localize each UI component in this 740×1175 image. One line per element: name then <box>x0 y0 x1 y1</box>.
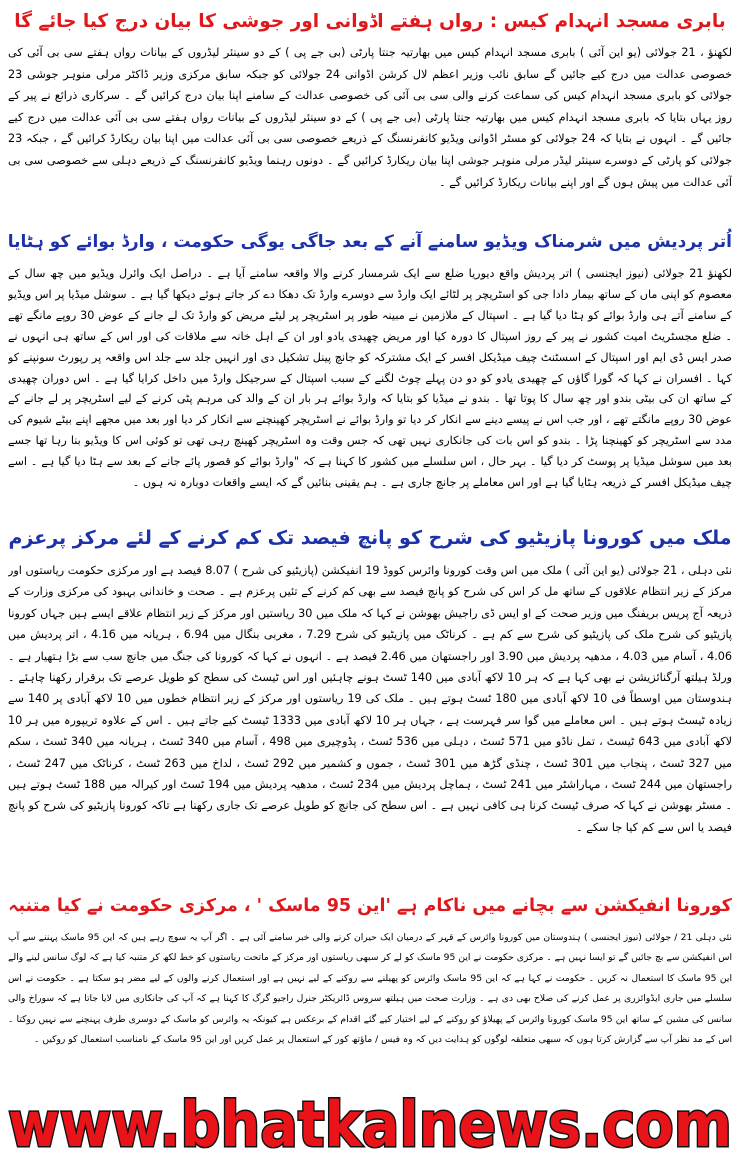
footer-watermark <box>0 1086 740 1166</box>
article-body-n95-mask: نئی دہلی 21 / جولائی (نیوز ایجنسی ) ہندوستان میں کورونا وائرس کے قہر کے درمیان ایک حیران کرنے والی خبر سامنے آئی ہے ۔ اگر آپ یہ سوچ رہے ہیں کہ این 95 ماسک پہننے سے آپ اس انفیکشن سے بچ جائیں گے تو ایسا نہیں ہے ۔ مرکزی حکومت نے این 95 ماسک کو لے کر سبھی ریاستوں اور مرکز کے ماتحت ریاستوں کو خط لکھ کر متنبہ کیا ہے کہ لوگ سانس لینے والے این 95 ماسک کا استعمال نہ کریں ۔ حکومت نے کہا ہے کہ این 95 ماسک وائرس کو پھیلنے سے روکنے کے لیے نہیں ہے اور استعمال کرنے والوں کے لیے مضر ہو سکتا ہے ۔ حکومت نے اس سلسلے میں جاری ایڈوائزری پر عمل کرنے کی صلاح بھی دی ہے ۔ وزارت صحت میں ہیلتھ سروس ڈائریکٹر جنرل راجیو گرگ کا کہنا ہے کہ آپ کی جانکاری میں لایا جاتا ہے کہ سوراخ والی سانس کی مشین کے ساتھ این 95 ماسک کورونا وائرس کے پھیلاؤ کو روکنے کے لیے اختیار کیے گئے اقدام کے برعکس ہے کیونکہ یہ وائرس کو ماسک کے دوسری طرف پہنچنے سے نہیں روکتا ۔ اس کے مد نظر آپ سے گزارش کرتا ہوں کہ سبھی متعلقہ لوگوں کو ہدایت دیں کہ وہ فیس / ماؤتھ کور کے استعمال پر عمل کریں اور این 95 ماسک کے نامناسب استعمال کو روکیں ۔ <box>8 932 732 1046</box>
article-body-babri-case: لکھنؤ ، 21 جولائی (یو این آئی ) بابری مسجد انہدام کیس میں بھارتیہ جنتا پارٹی (بی جے پی ) کے دو سینئر لیڈروں کے بیانات رواں ہفتے سی بی آئی کی خصوصی عدالت میں درج کیے جائیں گے سابق نائب وزیر اعظم لال کرشن اڈوانی 24 جولائی کو جبکہ سابق مرکزی وزیر ڈاکٹر مرلی منوہر جوشی 23 جولائی کو بابری مسجد انہدام کیس کی سماعت کرنے والی سی بی آئی کی خصوصی عدالت کے سامنے اپنا بیان درج کرائیں گے ۔ سرکاری ذرائع نے پیر کے روز یہاں بتایا کہ بابری مسجد انہدام کیس میں بھارتیہ جنتا پارٹی (بی جے پی ) کے دو سینئر لیڈروں کے بیانات رواں ہفتے سی بی آئی عدالت میں درج کیے جائیں گے ۔ انہوں نے بتایا کہ 24 جولائی کو مسٹر اڈوانی ویڈیو کانفرنسنگ کے ذریعے خصوصی سی بی آئی عدالت میں اپنا بیان ریکارڈ کرائیں گے ، جبکہ 23 جولائی کو پارٹی کے دوسرے سینئر لیڈر مرلی منوہر جوشی اپنا بیان ریکارڈ کرائیں گے ۔ دونوں رہنما ویڈیو کانفرنسنگ کے ذریعے دہلی سے خصوصی سی بی آئی عدالت میں پیش ہوں گے اور اپنے بیانات ریکارڈ کرائیں گے ۔ <box>8 46 732 189</box>
article-babri-case <box>8 2 732 218</box>
site-url: www.bhatkalnews.com <box>8 1088 732 1161</box>
article-n95-mask <box>8 884 732 1068</box>
headline-babri-case: بابری مسجد انہدام کیس : رواں ہفتے اڈوانی اور جوشی کا بیان درج کیا جائے گا <box>14 11 726 32</box>
article-body-up-video: لکھنؤ 21 جولائی (نیوز ایجنسی ) اتر پردیش واقع دیوریا ضلع سے ایک شرمسار کرنے والا واقعہ سامنے آیا ہے ۔ دراصل ایک وائرل ویڈیو میں چھ سال کے معصوم کو اپنی ماں کے ساتھ بیمار دادا جی کو اسٹریچر پر لٹائے ایک وارڈ سے دوسرے وارڈ تک دھکا دے کر جاتے ہوئے دیکھا گیا ہے ۔ سوشل میڈیا پر اس ویڈیو کے سامنے آتے ہی وارڈ بوائے کو ہٹا دیا گیا ہے ۔ اسپتال کے ملازمین نے مبینہ طور پر اسٹریچر پر لیٹے مریض کو وارڈ تک لے جانے کے عوض 30 روپے مانگے تھے ۔ ضلع مجسٹریٹ امیت کشور نے پیر کے روز اسپتال کا دورہ کیا اور مریض چھیدی یادو اور ان کے اہل خانہ سے ملاقات کی اور اس کے ساتھ ہی انہوں نے صدر ایس ڈی ایم اور اسپتال کے اسسٹنٹ چیف میڈیکل افسر کے ایک مشترکہ کو جانچ پینل تشکیل دی اور انہیں جلد سے جلد اس واقعہ پر رپورٹ سونپنے کو کہا ۔ افسران نے کہا کہ گورا گاؤں کے چھیدی یادو کو دو دن پہلے چوٹ لگنے کے سبب اسپتال کے سرجیکل وارڈ میں داخل کرایا گیا ہے ۔ اس دوران چھیدی کے ساتھ ان کی بیٹی بندو اور چھ سال کا پوتا تھا ۔ بندو نے میڈیا کو بتایا کہ وارڈ بوائے ہر بار ان کے والد کی مرہم پٹی کرنے کے لیے اسٹریچر پر لے جانے کے عوض 30 روپے مانگتے تھے ، اور جب اس نے پیسے دینے سے انکار کر دیا تو وارڈ بوائے نے اسٹریچر کھینچنے سے انکار کر دیا اور بعد میں مجھے اپنے بیٹے شیوم کی مدد سے اسٹریچر کو کھینچنا پڑا ۔ بندو کو اس بات کی جانکاری نہیں تھی کہ جس وقت وہ اسٹریچر کھینچ رہی تھی تو کوئی اس کا ویڈیو بنا رہا تھا جسے بعد میں سوشل میڈیا پر پوسٹ کر دیا گیا ۔ بہر حال ، اس سلسلے میں کشور کا کہنا ہے کہ "وارڈ بوائے کو قصور پائے جانے کے بعد سے ہٹا دیا گیا ہے ۔ اسے چیف میڈیکل افسر کے ذریعہ ہٹایا گیا ہے اور اس معاملے پر جانچ جاری ہے ۔ ہم یقینی بنائیں گے کہ ایسے واقعات دوبارہ نہ ہوں ۔ <box>8 267 732 490</box>
article-positivity-rate <box>8 516 732 884</box>
headline-positivity-rate: ملک میں کورونا پازیٹیو کی شرح کو پانچ فیصد تک کم کرنے کے لئے مرکز پرعزم <box>8 527 732 549</box>
article-up-video <box>8 220 732 512</box>
site-logo <box>0 1086 740 1166</box>
headline-n95-mask: کورونا انفیکشن سے بچانے میں ناکام ہے 'این 95 ماسک ' ، مرکزی حکومت نے کیا متنبہ <box>8 896 732 916</box>
headline-up-video: اُتر پردیش میں شرمناک ویڈیو سامنے آنے کے بعد جاگی یوگی حکومت ، وارڈ بوائے کو ہٹایا <box>8 232 732 252</box>
article-body-positivity-rate: نئی دہلی ، 21 جولائی (یو این آئی ) ملک میں اس وقت کورونا وائرس کووڈ 19 انفیکشن (پازیٹیو کی شرح ) 8.07 فیصد ہے اور مرکزی حکومت ریاستوں اور مرکز کے زیر انتظام علاقوں کے ساتھ مل کر اس کی شرح کو پانچ فیصد سے بھی کم کرنے کے تئیں پرعزم ہے ۔ صحت و خاندانی بہبود کی مرکزی وزارت کے ذریعہ آج پریس بریفنگ میں وزیر صحت کے او ایس ڈی راجیش بھوشن نے کہا کہ ملک میں 30 ریاستیں اور مرکز کے زیر انتظام علاقے ایسے ہیں جہاں کورونا پازیٹیو کی شرح ملک کی پازیٹیو کی شرح سے کم ہے ۔ کرناٹک میں پازیٹیو کی شرح 7.29 ، مغربی بنگال میں 6.94 ، ہریانہ میں 4.16 ، اتر پردیش میں 4.06 ، آسام میں 4.03 ، مدھیہ پردیش میں 3.90 اور راجستھان میں 2.46 فیصد ہے ۔ انہوں نے کہا کہ کورونا کی جنگ میں جانچ سب سے بڑا ہتھیار ہے ۔ ورلڈ ہیلتھ آرگنائزیشن نے بھی کہا ہے کہ ہر 10 لاکھ آبادی میں 140 ٹسٹ ہونے چاہئیں اور اس ٹیسٹ کی سطح کو طویل عرصے تک برقرار رکھنا چاہئے ۔ ہندوستان میں اوسطاً فی 10 لاکھ آبادی میں 180 ٹسٹ ہوتے ہیں ۔ ملک کی 19 ریاستوں اور مرکز کے زیر انتظام خطوں میں 10 لاکھ آبادی پر 140 سے زیادہ ٹیسٹ ہوتے ہیں ۔ اس معاملے میں گوا سر فہرست ہے ، جہاں ہر 10 لاکھ آبادی میں 1333 ٹیسٹ کیے جاتے ہیں ۔ اس کے علاوہ تریپورہ میں ہر 10 لاکھ آبادی میں 643 ٹیسٹ ، تمل ناڈو میں 571 ٹسٹ ، دہلی میں 536 ٹسٹ ، پڈوچیری میں 498 ، آسام میں 340 ٹسٹ ، ہریانہ میں 340 ٹسٹ ، سکم میں 327 ٹسٹ ، پنجاب میں 301 ٹسٹ ، چنڈی گڑھ میں 301 ٹسٹ ، جموں و کشمیر میں 292 ٹسٹ ، لداخ میں 263 ٹسٹ ، کرناٹک میں 247 ٹسٹ ، راجستھان میں 244 ٹسٹ ، مہاراشٹر میں 241 ٹسٹ ، ہماچل پردیش میں 234 ٹسٹ ، مدھیہ پردیش میں 194 ٹسٹ اور کیرالہ میں 188 ٹسٹ ہوتے ہیں ۔ مسٹر بھوشن نے کہا کہ صرف ٹیسٹ کرنا ہی کافی نہیں ہے ۔ اس سطح کی جانچ کو طویل عرصے تک جاری رکھنا ہے تاکہ کورونا پازیٹیو کی شرح کو پانچ فیصد یا اس سے کم کیا جا سکے ۔ <box>8 564 732 834</box>
